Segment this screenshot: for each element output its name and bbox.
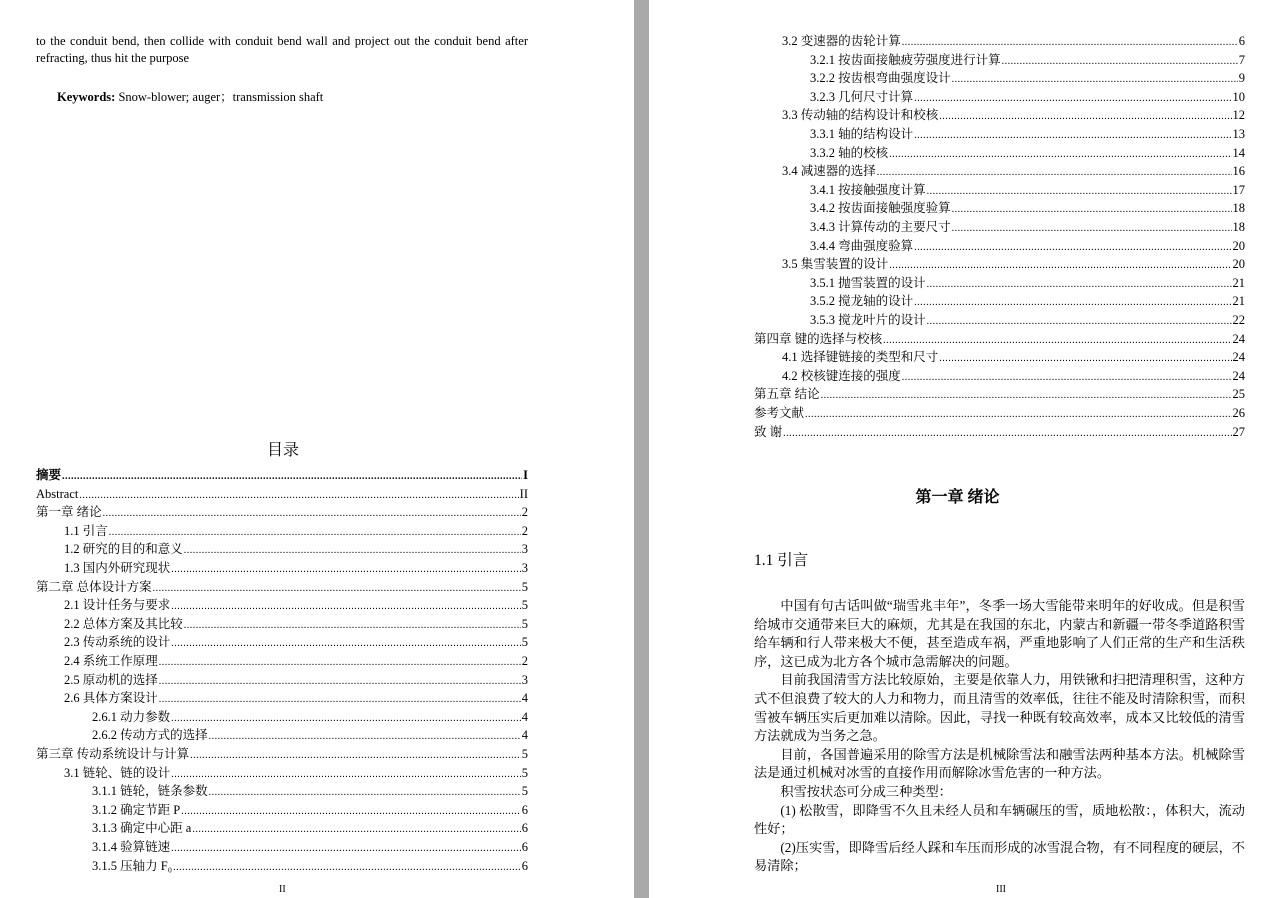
toc-entry-page: 6	[521, 858, 528, 873]
toc-entry-label: 3.5.3 搅龙叶片的设计	[810, 313, 926, 327]
toc-entry-label: 3.1 链轮、链的设计	[64, 765, 171, 780]
toc-entry[interactable]	[782, 106, 1245, 125]
toc-entry-page: 13	[1232, 127, 1245, 141]
toc-entry-label: 3.5.2 搅龙轴的设计	[810, 294, 914, 309]
toc-entry-label: 参考文献	[754, 406, 805, 420]
toc-entry-label: 3.3.1 轴的结构设计	[810, 127, 914, 141]
toc-entry[interactable]	[64, 540, 528, 559]
toc-entry[interactable]	[782, 32, 1245, 51]
toc-entry-page: 5	[521, 616, 528, 631]
paragraph: 目前，各国普遍采用的除雪方法是机械除雪法和融雪法两种基本方法。机械除雪法是通过机械对冰雪的直接作用而解除冰雪危害的一种方法。	[754, 746, 1245, 781]
toc-entry[interactable]	[64, 522, 528, 541]
toc-entry-page: 20	[1232, 238, 1245, 253]
toc-entry-page: 6	[521, 840, 528, 854]
paragraph: 中国有句古话叫做“瑞雪兆丰年”，冬季一场大雪能带来明年的好收成。但是积雪给城市交通带来巨大的麻烦，尤其是在我国的东北，内蒙古和新疆一带冬季道路积雪给车辆和行人带来极大不便，甚至造成车祸，严重地影响了人们正常的生产和生活秩序，这已成为北方各个城市急需解决的问题。	[754, 598, 1245, 669]
toc-entry[interactable]	[782, 162, 1245, 181]
toc-entry-page: II	[519, 486, 528, 501]
toc-entry[interactable]	[92, 801, 528, 820]
toc-entry-page: 4	[521, 691, 528, 706]
toc-entry-label: 3.4.2 按齿面接触强度验算	[810, 201, 951, 216]
toc-entry-page: 24	[1232, 331, 1245, 346]
toc-entry[interactable]	[810, 274, 1245, 293]
toc-entry-label: 2.2 总体方案及其比较	[64, 616, 183, 631]
toc-entry[interactable]	[64, 615, 528, 634]
toc-entry-page: 16	[1232, 164, 1245, 179]
toc-entry-label: 3.1.3 确定中心距 a	[92, 821, 192, 836]
toc-entry-page: 4	[521, 709, 528, 724]
toc-entry-label: 4.1 选择键链接的类型和尺寸	[782, 350, 939, 365]
toc-entry-label: 第一章 绪论	[36, 505, 102, 520]
toc-entry[interactable]	[754, 385, 1245, 404]
toc-entry-label: 3.1.2 确定节距 P	[92, 802, 181, 817]
toc-entry[interactable]	[92, 857, 528, 876]
toc-entry-label: 3.2.2 按齿根弯曲强度设计	[810, 71, 951, 86]
toc-entry[interactable]	[810, 88, 1245, 107]
toc-entry-label: Abstract	[36, 486, 79, 501]
toc-entry-label: 摘要	[36, 468, 62, 482]
toc-entry-page: 9	[1238, 71, 1245, 86]
section-title: 1.1 引言	[754, 552, 809, 569]
toc-entry-page: 24	[1232, 350, 1245, 365]
toc-entry[interactable]	[64, 689, 528, 708]
toc-entry-page: 18	[1232, 201, 1245, 216]
toc-entry-label: 1.1 引言	[64, 523, 108, 538]
toc-entry-page: 5	[521, 765, 528, 780]
toc-entry-label: 3.1.5 压轴力 F₀	[92, 858, 173, 873]
toc-entry-page: 5	[521, 635, 528, 650]
toc-entry-label: 3.3 传动轴的结构设计和校核	[782, 108, 939, 123]
toc-entry-page: 6	[521, 821, 528, 836]
paragraph: (2)压实雪，即降雪后经人踩和车压而形成的冰雪混合物，有不同程度的硬层，不易清除；	[754, 839, 1245, 874]
toc-entry-page: 2	[521, 654, 528, 668]
toc-entry-label: 3.2 变速器的齿轮计算	[782, 34, 901, 48]
toc-entry[interactable]	[810, 181, 1245, 200]
toc-entry-page: 5	[521, 579, 528, 594]
toc-entry-page: 3	[521, 561, 528, 575]
toc-entry-page: 3	[521, 672, 528, 687]
toc-entry-label: 3.5 集雪装置的设计	[782, 257, 889, 272]
toc-entry-page: 17	[1232, 182, 1245, 197]
paragraph: 目前我国清雪方法比较原始，主要是依靠人力，用铁锹和扫把清理积雪，这种方式不但浪费了较大的人力和物力，而且清雪的效率低，往往不能及时清除积雪，而积雪被车辆压实后更加难以清除。因此，寻找一种既有较高效率，成本又比较低的清雪方法就成为当务之急。	[754, 672, 1245, 744]
toc-entry[interactable]	[36, 745, 528, 764]
toc-entry-label: 第五章 结论	[754, 387, 820, 402]
toc-title: 目录	[266, 442, 299, 459]
toc-entry-label: 3.2.3 几何尺寸计算	[810, 89, 914, 104]
toc-entry-label: 致 谢	[754, 424, 783, 439]
toc-entry[interactable]	[64, 559, 528, 578]
toc-entry-page: 4	[521, 728, 528, 743]
toc-entry-page: I	[523, 468, 528, 482]
toc-entry-page: 5	[521, 784, 528, 799]
toc-entry-page: 25	[1232, 387, 1245, 402]
toc-entry-page: 7	[1238, 52, 1245, 67]
toc-entry[interactable]	[92, 782, 528, 801]
toc-leader-dots	[173, 859, 521, 878]
toc-entry[interactable]	[810, 311, 1245, 330]
toc-entry-page: 24	[1232, 368, 1245, 383]
toc-entry-page: 18	[1232, 220, 1245, 234]
toc-entry-label: 4.2 校核键连接的强度	[782, 368, 901, 383]
toc-entry-page: 22	[1232, 313, 1245, 327]
toc-entry-page: 14	[1232, 145, 1245, 160]
toc-entry[interactable]	[92, 838, 528, 857]
toc-leader-dots	[783, 425, 1231, 444]
toc-entry-page: 26	[1232, 406, 1245, 420]
toc-entry-page: 21	[1232, 294, 1245, 309]
toc-entry-label: 2.5 原动机的选择	[64, 672, 158, 687]
toc-entry-label: 1.3 国内外研究现状	[64, 561, 171, 575]
toc-entry[interactable]	[782, 255, 1245, 274]
toc-entry[interactable]	[782, 348, 1245, 367]
paragraph: (1) 松散雪，即降雪不久且未经人员和车辆碾压的雪，质地松散：，体积大，流动性好；	[754, 802, 1245, 837]
toc-entry[interactable]	[64, 764, 528, 783]
toc-entry[interactable]	[92, 819, 528, 838]
toc-entry-label: 3.4.3 计算传动的主要尺寸	[810, 220, 951, 234]
toc-entry-page: 2	[521, 523, 528, 538]
chapter-title: 第一章 绪论	[915, 489, 1000, 506]
keywords-label: Keywords:	[57, 90, 116, 104]
toc-entry-label: 第二章 总体设计方案	[36, 579, 152, 594]
document-page-right	[649, 0, 1266, 898]
toc-entry-label: 2.4 系统工作原理	[64, 654, 158, 668]
toc-entry[interactable]	[810, 125, 1245, 144]
toc-entry-label: 3.1.1 链轮，链条参数	[92, 784, 208, 799]
paragraph: 积雪按状态可分成三种类型：	[780, 783, 952, 799]
toc-entry[interactable]	[810, 237, 1245, 256]
toc-entry[interactable]	[754, 330, 1245, 349]
toc-entry[interactable]	[64, 652, 528, 671]
toc-entry[interactable]	[810, 218, 1245, 237]
toc-entry-page: 3	[521, 542, 528, 557]
toc-entry-page: 5	[521, 598, 528, 613]
toc-entry-label: 第四章 键的选择与校核	[754, 331, 883, 346]
toc-entry-label: 第三章 传动系统设计与计算	[36, 747, 190, 761]
body-text	[754, 597, 1245, 876]
abstract-tail-text: to the conduit bend, then collide with conduit bend wall and project out the conduit bend after refracting, thus hit the purpose	[36, 34, 528, 65]
keywords-value: Snow-blower; auger；transmission shaft	[115, 90, 324, 104]
toc-entry[interactable]	[810, 144, 1245, 163]
toc-entry[interactable]	[64, 596, 528, 615]
toc-entry[interactable]	[92, 708, 528, 727]
toc-entry-page: 10	[1232, 89, 1245, 104]
toc-entry[interactable]	[36, 466, 528, 485]
toc-entry-page: 5	[521, 747, 528, 761]
toc-entry-page: 6	[1238, 34, 1245, 48]
toc-entry[interactable]	[810, 51, 1245, 70]
toc-entry[interactable]	[810, 199, 1245, 218]
toc-entry-page: 21	[1232, 275, 1245, 290]
toc-entry-page: 27	[1232, 424, 1245, 439]
toc-entry-label: 2.6.1 动力参数	[92, 709, 171, 724]
toc-entry[interactable]	[36, 578, 528, 597]
toc-entry[interactable]	[64, 633, 528, 652]
toc-entry[interactable]	[754, 423, 1245, 442]
toc-entry-label: 2.1 设计任务与要求	[64, 598, 171, 613]
toc-entry[interactable]	[92, 726, 528, 745]
toc-entry[interactable]	[36, 485, 528, 504]
keywords-line	[57, 87, 323, 105]
toc-entry-page: 2	[521, 505, 528, 520]
toc-entry-page: 12	[1232, 108, 1245, 123]
toc-entry-label: 2.6 具体方案设计	[64, 691, 158, 706]
toc-entry[interactable]	[810, 69, 1245, 88]
toc-entry-label: 3.4.4 弯曲强度验算	[810, 238, 914, 253]
toc-entry-label: 3.1.4 验算链速	[92, 840, 171, 854]
toc-entry-label: 3.5.1 抛雪装置的设计	[810, 275, 926, 290]
toc-entry-page: 6	[521, 802, 528, 817]
toc-entry[interactable]	[36, 503, 528, 522]
toc-entry-label: 2.3 传动系统的设计	[64, 635, 171, 650]
toc-entry-label: 2.6.2 传动方式的选择	[92, 728, 208, 743]
toc-entry-label: 3.3.2 轴的校核	[810, 145, 889, 160]
toc-entry[interactable]	[782, 367, 1245, 386]
toc-entry[interactable]	[64, 671, 528, 690]
toc-entry-label: 1.2 研究的目的和意义	[64, 542, 183, 557]
page-number-left: II	[279, 884, 286, 895]
toc-entry[interactable]	[810, 292, 1245, 311]
toc-entry[interactable]	[754, 404, 1245, 423]
page-number-right: III	[996, 884, 1006, 895]
toc-entry-page: 20	[1232, 257, 1245, 272]
toc-entry-label: 3.4 减速器的选择	[782, 164, 876, 179]
toc-entry-label: 3.2.1 按齿面接触疲劳强度进行计算	[810, 52, 1001, 67]
toc-entry-label: 3.4.1 按接触强度计算	[810, 182, 926, 197]
